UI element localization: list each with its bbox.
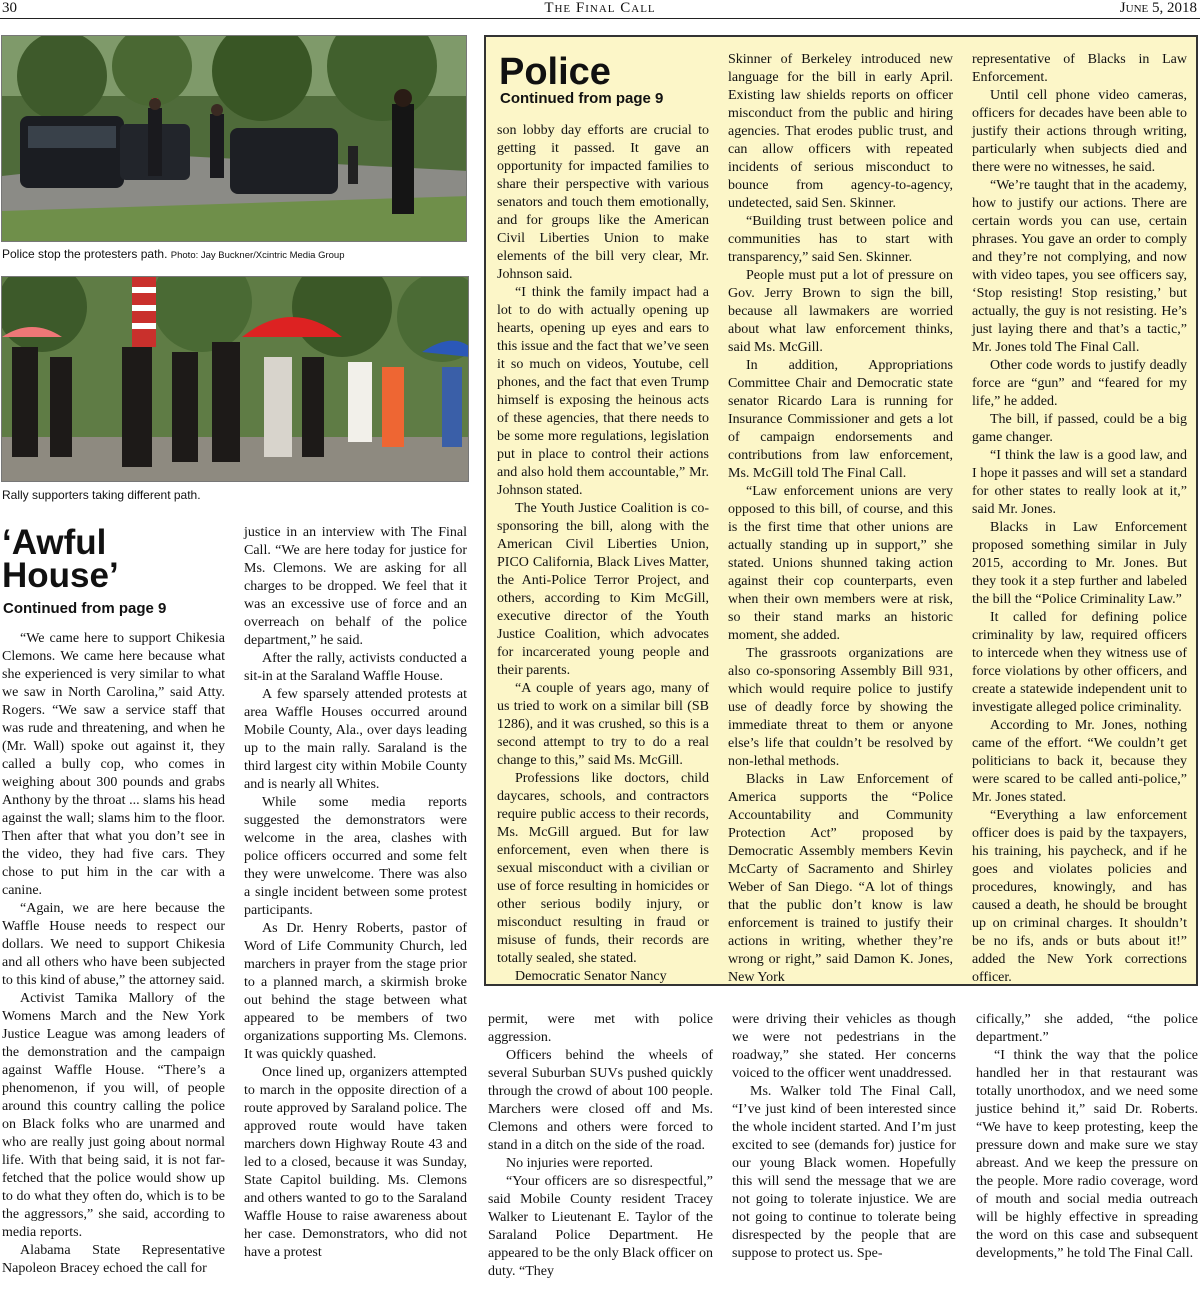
- paragraph: Professions like doctors, child daycares, schools, and contractors require public access to their records, Ms. McGill argued. But for law enforcement, even when there is sexual misconduct with a civilian or use of force resulting in homicides or other serious bodily injury, or misconduct resulting in fraud or misuse of funds, their records are totally sealed, she stated.: [497, 771, 709, 966]
- paragraph: In addition, Appropriations Committee Chair and Democratic state senator Ricardo Lara is running for Insurance Commissioner and gets a lot of campaign endorsements and contributions from law enforcement, Ms. McGill told The Final Call.: [728, 358, 953, 481]
- paragraph: The Youth Justice Coalition is co-sponsoring the bill, along with the American Civil Liberties Union, PICO California, Black Lives Matter, the Anti-Police Terror Project, and others, according to Kim McGill, executive director of the Youth Justice Coalition, which advocates for incarcerated young people and their parents.: [497, 501, 709, 678]
- paragraph: “I think the law is a good law, and I hope it passes and will set a standard for other states to really look at it,” said Mr. Jones.: [972, 448, 1187, 517]
- paragraph: son lobby day efforts are crucial to getting it passed. It gave an opportunity for impacted families to share their perspective with various senators and touch them emotionally, and for groups like the American Civil Liberties Union to make elements of the bill very clear, Mr. Johnson said.: [497, 123, 709, 282]
- police-continued: Continued from page 9: [500, 90, 664, 107]
- paragraph: cifically,” she added, “the police department.”: [976, 1012, 1198, 1045]
- paragraph: “Again, we are here because the Waffle House needs to respect our dollars. We need to support Chikesia and all others who have been subjected to this kind of abuse,” the attorney said.: [2, 901, 225, 988]
- photo-caption-1: [2, 247, 472, 261]
- police-stop-photo: [1, 35, 467, 242]
- police-column-1: [497, 122, 709, 986]
- paragraph: A few sparsely attended protests at area Waffle Houses occurred around Mobile County, Ala., over days leading up to the main rally. Saraland is the third largest city within Mobile County and is nearly all Whites.: [244, 687, 467, 792]
- paragraph: The bill, if passed, could be a big game changer.: [972, 412, 1187, 445]
- paragraph: “Your officers are so disrespectful,” said Mobile County resident Tracey Walker to Lieutenant E. Taylor of the Saraland Police Department. He appeared to be the only Black officer on duty. “They: [488, 1174, 713, 1279]
- paragraph: Officers behind the wheels of several Suburban SUVs pushed quickly through the crowd of about 100 people. Marchers were closed off and Ms. Clemons and others were forced to stand in a ditch on the side of the road.: [488, 1048, 713, 1153]
- paragraph: After the rally, activists conducted a sit-in at the Saraland Waffle House.: [244, 651, 467, 684]
- paragraph: were driving their vehicles as though we were not pedestrians in the roadway,” she stated. Her concerns voiced to the officer went unaddressed.: [732, 1012, 956, 1081]
- page-number: 30: [2, 0, 17, 16]
- paragraph: representative of Blacks in Law Enforcement.: [972, 52, 1187, 85]
- paragraph: Skinner of Berkeley introduced new language for the bill in early April. Existing law shields reports on officer misconduct from the public and hiring agencies. That erodes public trust, and can allow officers with repeated incidents of serious misconduct to bounce from agency-to-agency, undetected, said Sen. Skinner.: [728, 52, 953, 211]
- paragraph: Until cell phone video cameras, officers for decades have been able to justify their actions through writing, particularly when subjects died and there were no witnesses, he said.: [972, 88, 1187, 175]
- paragraph: Blacks in Law Enforcement of America supports the “Police Accountability and Community Protection Act” proposed by Democratic Assembly members Kevin McCarty of Sacramento and Shirley Weber of San Diego. “A lot of things that the public don’t know is law enforcement is trained to justify their actions in writing, whether they’re wrong or right,” said Damon K. Jones, New York: [728, 772, 953, 985]
- paragraph: justice in an interview with The Final Call. “We are here today for justice for Ms. Clemons. We are asking for all charges to be dropped. We feel that it was an excessive use of force and an overreach on behalf of the police department,” he said.: [244, 525, 467, 648]
- paragraph: “Building trust between police and communities has to start with transparency,” said Sen. Skinner.: [728, 214, 953, 265]
- paragraph: Ms. Walker told The Final Call, “I’ve just kind of been interested since the whole incident started. And I’m just excited to see (demands for) justice for our young Black women. Hopefully this will send the message that we are not going to tolerate injustice. We are not going to continue to tolerate being disrespected by the people that are suppose to protect us. Spe-: [732, 1084, 956, 1261]
- paragraph: “A couple of years ago, many of us tried to work on a similar bill (SB 1286), and it was crushed, so this is a second attempt to try to do a real change to this,” said Ms. McGill.: [497, 681, 709, 768]
- photo-caption-2: Rally supporters taking different path.: [2, 488, 201, 502]
- police-column-2: [728, 51, 953, 987]
- awful-house-column-5: [976, 1011, 1198, 1263]
- paragraph: Alabama State Representative Napoleon Bracey echoed the call for: [2, 1243, 225, 1276]
- paper-title: The Final Call: [544, 0, 656, 16]
- paragraph: “I think the way that the police handled her in that restaurant was totally unorthodox, and we need some justice behind it,” said Dr. Roberts. “We have to keep protesting, keep the pressure down and make sure we stay abreast. And we keep the pressure on the people. More radio coverage, word of mouth and social media outreach will be highly effective in spreading the word on this case and subsequent developments,” he told The Final Call.: [976, 1048, 1198, 1261]
- caption-text: Police stop the protesters path.: [2, 247, 168, 261]
- headline-line-1: ‘Awful: [2, 523, 107, 562]
- paragraph: Activist Tamika Mallory of the Womens March and the New York Justice League was among leaders of the demonstration and the campaign against Waffle House. “There’s a phenomenon, if you will, of people around this country calling the police on Black folks who are unarmed and who are really just going about normal life. With that being said, it is not far-fetched that the police would show up to do what they often do, which is to be the aggressors,” she said, according to media reports.: [2, 991, 225, 1240]
- paragraph: People must put a lot of pressure on Gov. Jerry Brown to sign the bill, because all lawmakers are worried about what law enforcement thinks, said Ms. McGill.: [728, 268, 953, 355]
- headline-line-2: House’: [2, 556, 119, 595]
- police-headline: Police: [499, 51, 611, 93]
- paragraph: Blacks in Law Enforcement proposed something similar in July 2015, according to Mr. Jones. But they took it a step further and labeled the bill the “Police Criminality Law.”: [972, 520, 1187, 607]
- awful-house-column-3: [488, 1011, 713, 1281]
- awful-house-column-2: [244, 524, 467, 1262]
- paragraph: “Law enforcement unions are very opposed to this bill, of course, and this is the first time that other unions are actually standing up in support,” she stated. Unions shunned taking action against their cop counterparts, even when their own members were at risk, so their stand marks an historic moment, she added.: [728, 484, 953, 643]
- paragraph: While some media reports suggested the demonstrators were welcome in the area, clashes with police officers occurred and some felt they were unwelcome. There was also a single incident between some protest participants.: [244, 795, 467, 918]
- paragraph: According to Mr. Jones, nothing came of the effort. “We couldn’t get politicians to back it, because they were scared to be called anti-police,” Mr. Jones stated.: [972, 718, 1187, 805]
- paragraph: “We came here to support Chikesia Clemons. We came here because what she experienced is very similar to what we saw in North Carolina,” said Atty. Rogers. “We saw a service staff that was rude and threatening, and when he (Mr. Wall) spoke out against it, they called a bully cop, who comes in weighing about 300 pounds and grabs Anthony by the throat ... slams his head against the wall; slams him to the floor. Then after that what you don’t see in the video, they had five cars. They chose to put him in the car with a canine.: [2, 631, 225, 898]
- page-header: [0, 0, 1200, 19]
- rally-photo: [1, 276, 469, 482]
- paragraph: “We’re taught that in the academy, how to justify our actions. There are certain words you can use, certain phrases. You gave an order to comply and they’re not complying, and now with video tapes, you see officers say, ‘Stop resisting! Stop resisting,’ but actually, the guy is not resisting. He’s just laying there and that’s a tactic,” Mr. Jones told The Final Call.: [972, 178, 1187, 355]
- paragraph: “Everything a law enforcement officer does is paid by the taxpayers, his training, his paycheck, and if he goes and violates policies and procedures, knowingly, and has caused a death, he should be brought up on criminal charges. It shouldn’t be no ifs, ands or buts about it!” added the New York corrections officer.: [972, 808, 1187, 985]
- paragraph: It called for defining police criminality by law, required officers to intercede when they witness use of force violations by other officers, and create a statewide independent unit to investigate alleged police criminality.: [972, 610, 1187, 715]
- paragraph: As Dr. Henry Roberts, pastor of Word of Life Community Church, led marchers in prayer from the stage prior to a planned march, a skirmish broke out behind the stage between what appeared to be members of two organizations supporting Ms. Clemons. It was quickly quashed.: [244, 921, 467, 1062]
- paragraph: Other code words to justify deadly force are “gun” and “feared for my life,” he added.: [972, 358, 1187, 409]
- issue-date: June 5, 2018: [1119, 0, 1197, 16]
- paragraph: No injuries were reported.: [506, 1156, 653, 1171]
- paragraph: The grassroots organizations are also co-sponsoring Assembly Bill 931, which would require police to justify use of deadly force by showing the immediate threat to them or anyone else’s life that couldn’t be resolved by non-lethal methods.: [728, 646, 953, 769]
- police-column-3: [972, 51, 1187, 987]
- paragraph: Once lined up, organizers attempted to march in the opposite direction of a route approved by Saraland police. The approved route would have taken marchers down Highway Route 43 and led to a closed, because it was Sunday, State Capitol building. Ms. Clemons and others wanted to go to the Saraland Waffle House to raise awareness about her case. Demonstrators, who did not have a protest: [244, 1065, 467, 1260]
- awful-house-column-1: [2, 630, 225, 1278]
- awful-house-column-4: [732, 1011, 956, 1263]
- awful-house-continued: Continued from page 9: [3, 600, 167, 617]
- awful-house-headline: [2, 523, 232, 595]
- paragraph: permit, were met with police aggression.: [488, 1012, 713, 1045]
- paragraph: “I think the family impact had a lot to do with actually opening up hearts, opening up eyes and ears to this issue and the fact that we’ve seen it so much on videos, Youtube, cell phones, and the fact that even Trump himself is exposing the heinous acts of these agencies, that there needs to be some more regulations, legislation put in place to control their actions and also hold them accountable,” Mr. Johnson stated.: [497, 285, 709, 498]
- paragraph: Democratic Senator Nancy: [515, 969, 667, 984]
- photo-credit: Photo: Jay Buckner/Xcintric Media Group: [170, 250, 345, 261]
